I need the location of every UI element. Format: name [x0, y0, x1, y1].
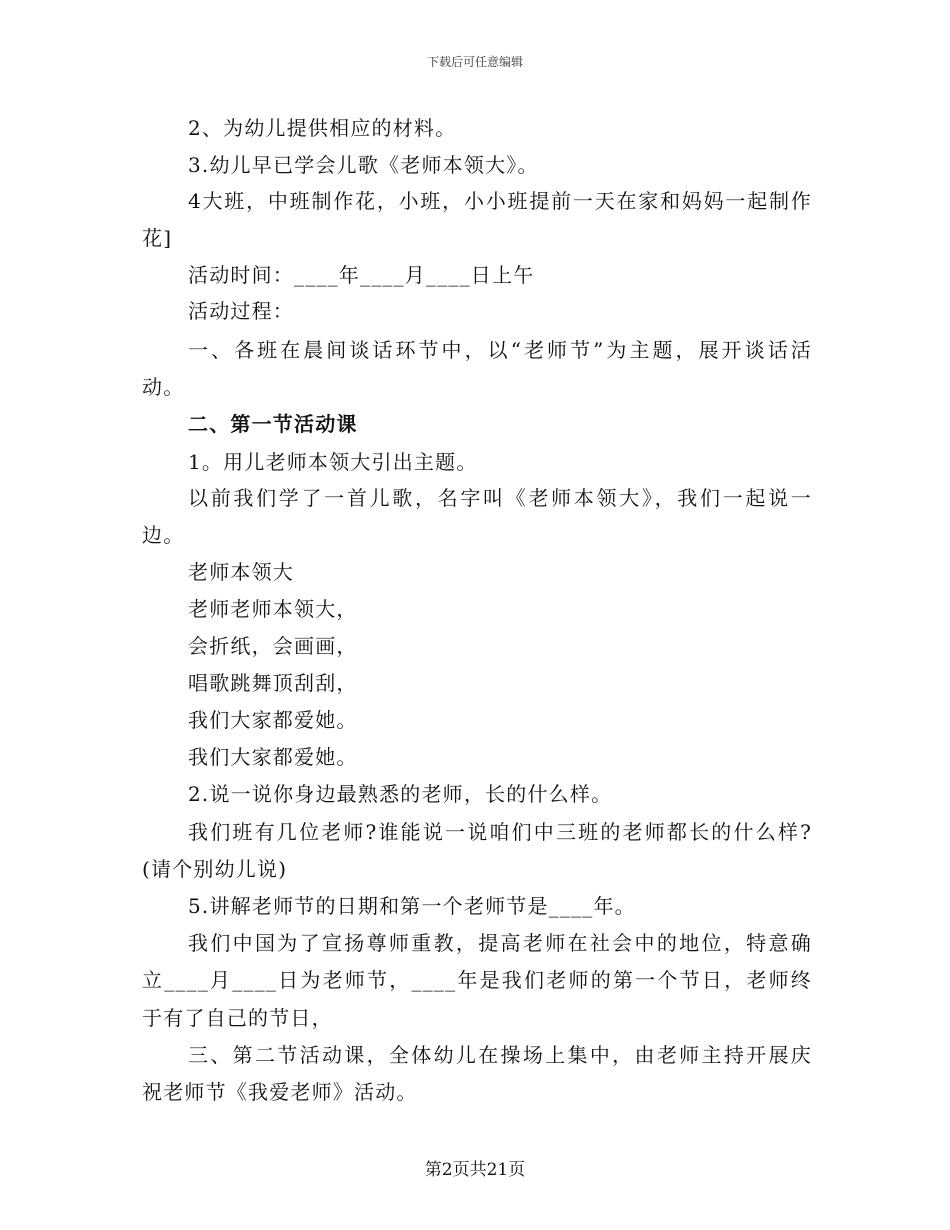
text-line: 边。	[142, 523, 185, 547]
section-heading: 二、第一节活动课	[188, 412, 358, 436]
poem-line: 老师老师本领大，	[188, 597, 358, 621]
text-line: 动。	[142, 375, 185, 399]
text-line: 我们班有几位老师?谁能说一说咱们中三班的老师都长的什么样?	[188, 820, 812, 844]
text-line: 1。用儿老师本领大引出主题。	[188, 450, 478, 474]
text-line: 2.说一说你身边最熟悉的老师，长的什么样。	[188, 782, 613, 806]
text-line: 2、为幼儿提供相应的材料。	[188, 116, 457, 140]
text-line: (请个别幼儿说)	[142, 857, 288, 881]
text-line: 立____月____日为老师节，____年是我们老师的第一个节日，老师终	[142, 968, 812, 992]
text-line: 活动过程：	[188, 299, 294, 323]
poem-title: 老师本领大	[188, 560, 294, 584]
text-line: 活动时间：____年____月____日上午	[188, 263, 535, 287]
page-header: 下载后可任意编辑	[426, 55, 523, 69]
poem-line: 唱歌跳舞顶刮刮，	[188, 671, 358, 695]
text-line: 我们中国为了宣扬尊师重教，提高老师在社会中的地位，特意确	[188, 931, 812, 955]
text-line: 5.讲解老师节的日期和第一个老师节是____年。	[188, 894, 636, 918]
text-line: 于有了自己的节日，	[142, 1006, 333, 1030]
poem-line: 我们大家都爱她。	[188, 745, 358, 769]
poem-line: 会折纸，会画画，	[188, 634, 358, 658]
poem-line: 我们大家都爱她。	[188, 708, 358, 732]
text-line: 祝老师节《我爱老师》活动。	[142, 1080, 418, 1104]
page-footer: 第2页共21页	[424, 1160, 526, 1180]
text-line: 4大班，中班制作花，小班，小小班提前一天在家和妈妈一起制作	[188, 189, 812, 213]
text-line: 以前我们学了一首儿歌，名字叫《老师本领大》，我们一起说一	[188, 486, 812, 510]
text-line: 一、各班在晨间谈话环节中，以“老师节”为主题，展开谈话活	[188, 338, 812, 362]
text-line: 3.幼儿早已学会儿歌《老师本领大》。	[188, 153, 539, 177]
text-line: 花]	[142, 226, 173, 250]
text-line: 三、第二节活动课，全体幼儿在操场上集中，由老师主持开展庆	[188, 1043, 812, 1067]
